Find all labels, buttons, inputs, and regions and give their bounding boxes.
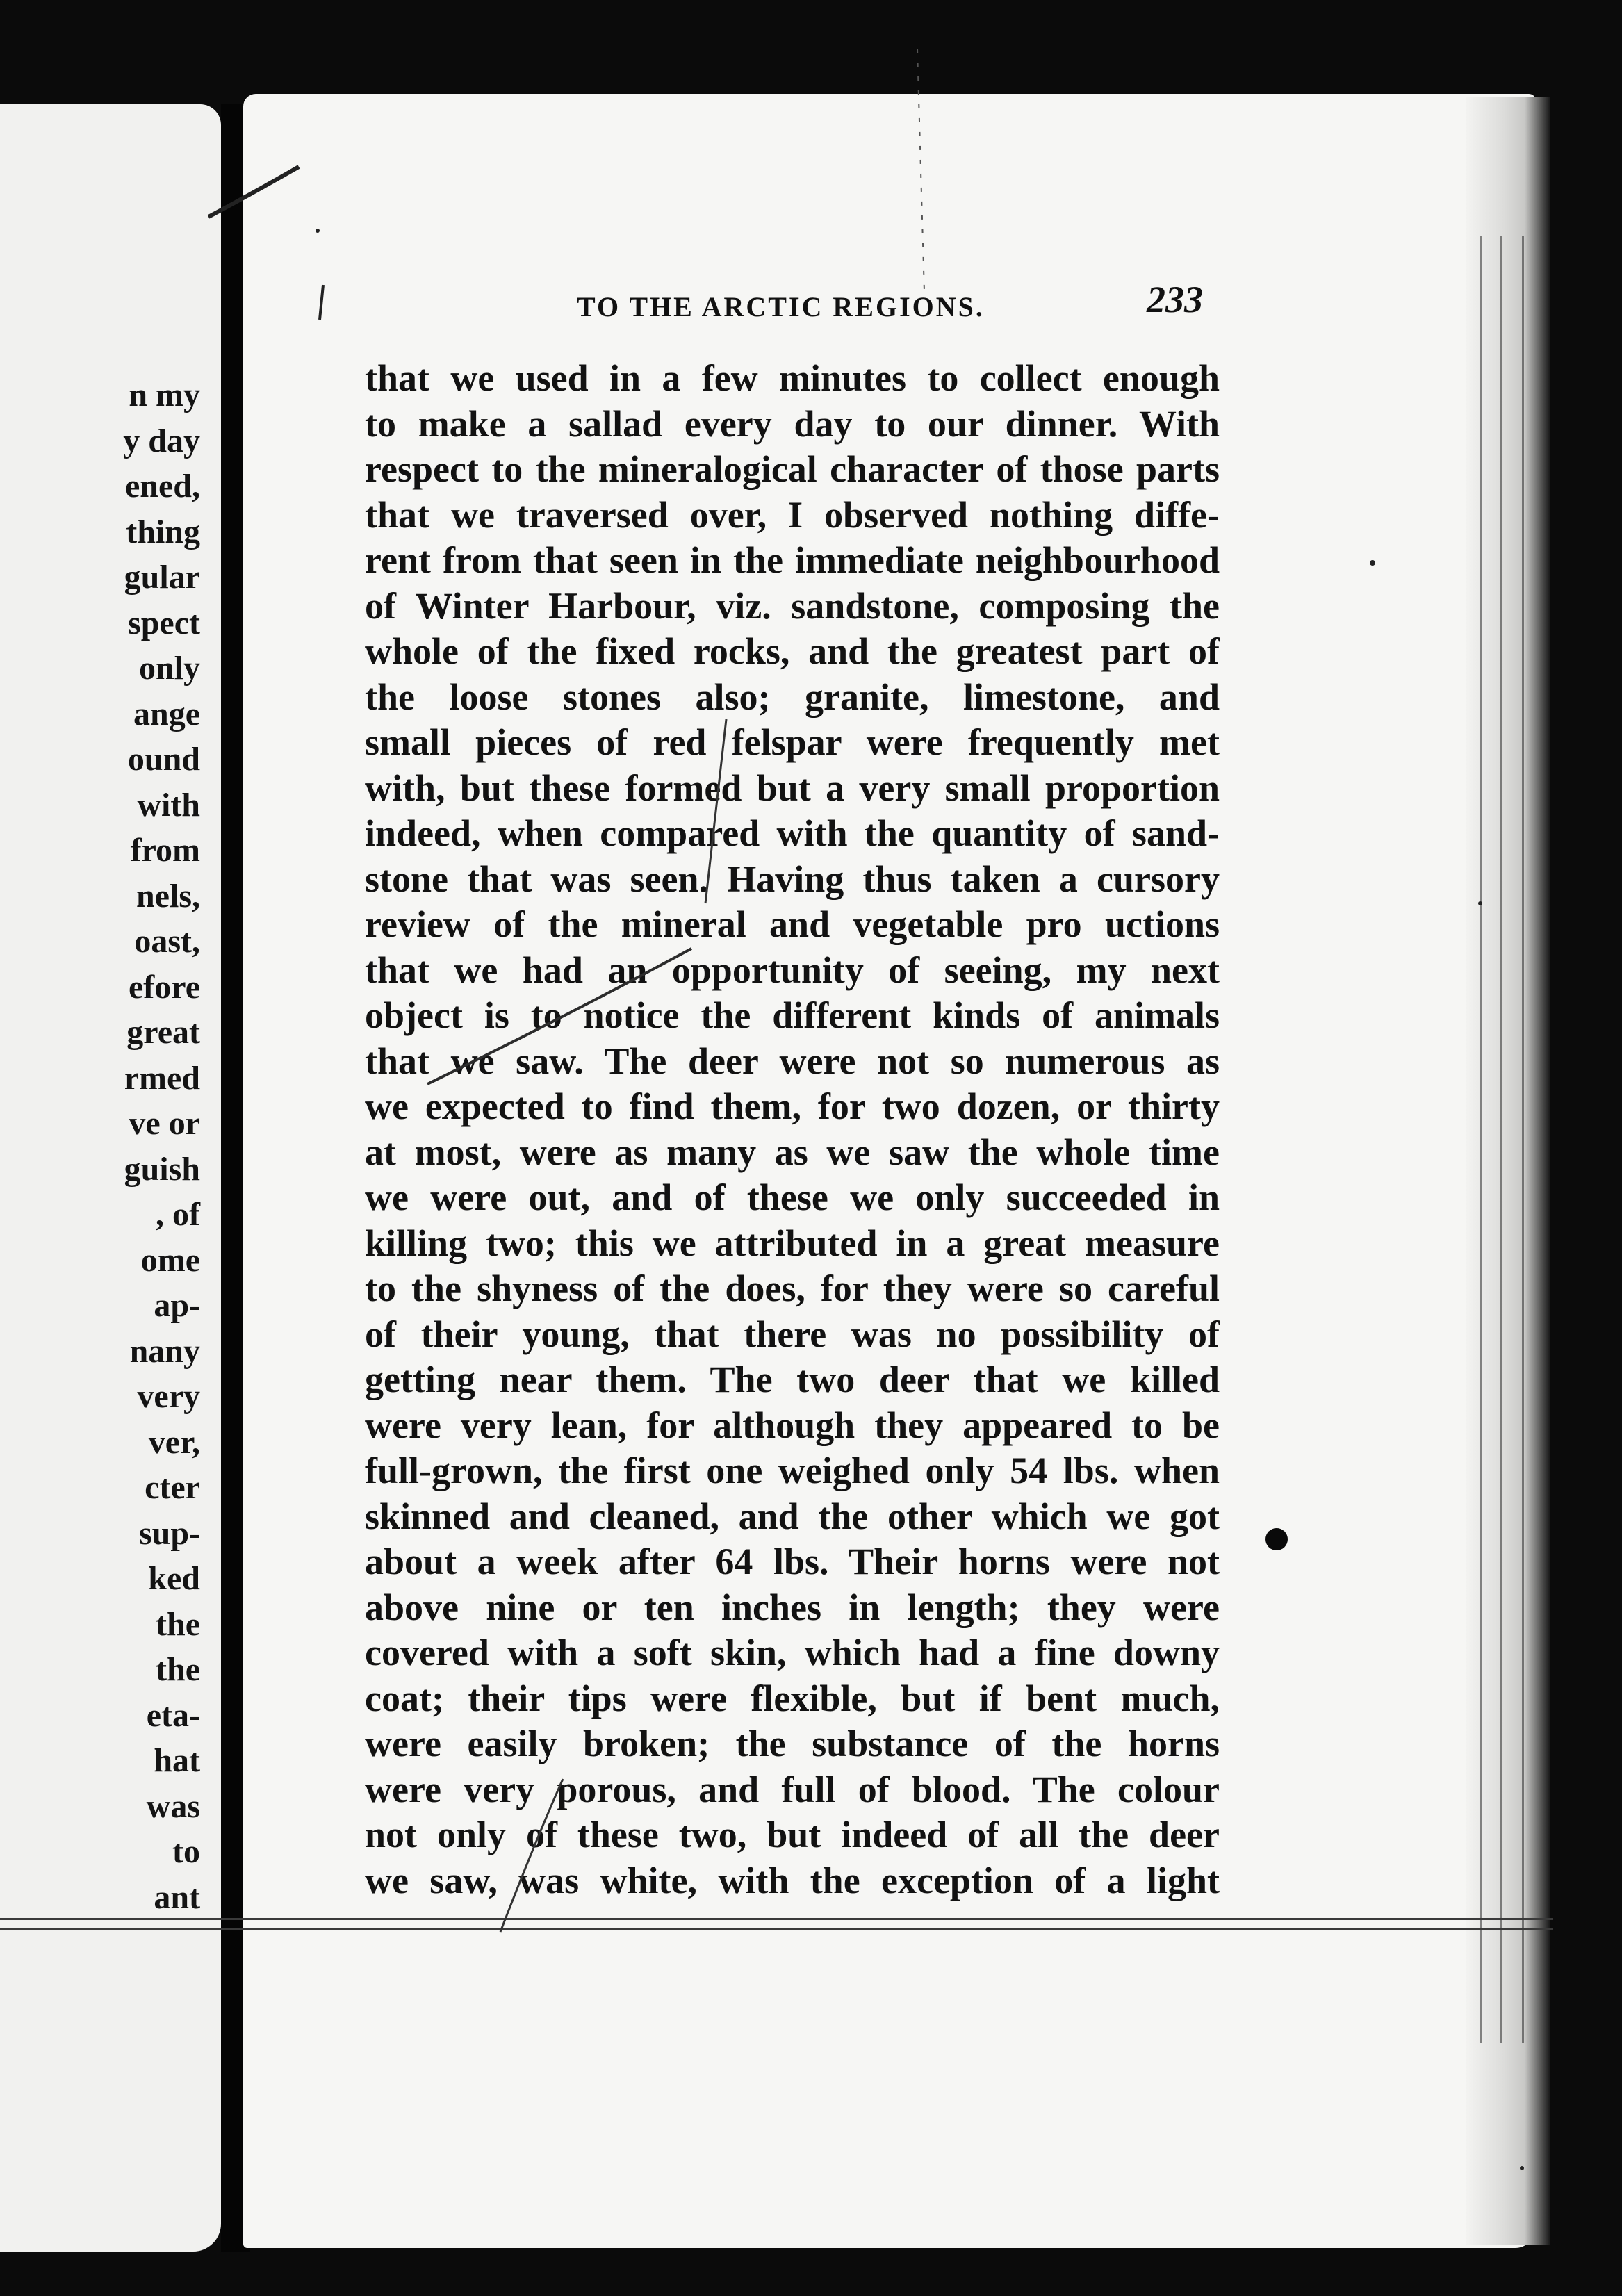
left-page-text-fragment: very (137, 1378, 200, 1415)
text-line: were very porous, and full of blood. The colour (365, 1768, 1220, 1810)
left-page-text-fragment: with (137, 786, 200, 823)
left-page-text-fragment: the (156, 1651, 200, 1688)
text-line: that we had an opportunity of seeing, my next (365, 949, 1220, 991)
running-head: TO THE ARCTIC REGIONS. (577, 291, 985, 322)
left-page-text-fragment: n my (129, 377, 200, 413)
text-line: rent from that seen in the immediate neighbourhood (365, 539, 1220, 581)
left-page-text-fragment: guish (124, 1150, 200, 1188)
page-edge-line (1480, 236, 1482, 2043)
page-edge-line (1500, 236, 1502, 2043)
text-line: that we traversed over, I observed nothing diffe- (365, 493, 1220, 536)
text-line: getting near them. The two deer that we killed (365, 1359, 1220, 1400)
left-page-text-fragment: ant (154, 1878, 200, 1916)
left-page-text-fragment: the (156, 1605, 200, 1643)
left-page-text-fragment: was (146, 1787, 200, 1825)
left-page-text-fragment: sup- (138, 1514, 200, 1552)
text-line: that we saw. The deer were not so numerous as (365, 1040, 1220, 1082)
text-line: about a week after 64 lbs. Their horns were not (365, 1541, 1220, 1582)
left-page-text-fragment: ome (140, 1241, 200, 1279)
left-page-text-fragment: cter (145, 1469, 200, 1506)
left-page-text-fragment: hat (154, 1742, 200, 1779)
text-line: we expected to find them, for two dozen, or thirty (365, 1085, 1220, 1127)
text-line: review of the mineral and vegetable pro uctions (365, 903, 1220, 945)
left-page-text-fragment: only (138, 650, 200, 687)
text-line: indeed, when compared with the quantity of sand- (365, 812, 1220, 854)
text-line: that we used in a few minutes to collect enough (365, 357, 1220, 399)
left-page-text-fragment: oast, (134, 923, 200, 960)
page-number: 233 (1147, 279, 1203, 320)
text-line: object is to notice the different kinds of animals (365, 994, 1220, 1036)
text-line: covered with a soft skin, which had a fine downy (365, 1632, 1220, 1673)
text-line: were very lean, for although they appeared to be (365, 1404, 1220, 1446)
text-line: skinned and cleaned, and the other which we got (365, 1495, 1220, 1537)
text-line: were easily broken; the substance of the horns (365, 1723, 1220, 1764)
left-page-text-fragment: rmed (124, 1059, 200, 1097)
left-page-text-fragment: ened, (125, 468, 200, 505)
text-line: we saw, was white, with the exception of a light (365, 1859, 1220, 1901)
page-edge-line (1522, 236, 1524, 2043)
left-page-text-fragment: y day (123, 422, 200, 459)
left-page-text-fragment: ange (133, 695, 200, 732)
text-line: of their young, that there was no possibility of (365, 1313, 1220, 1355)
text-line: with, but these formed but a very small proportion (365, 766, 1220, 809)
text-line: to the shyness of the does, for they were so careful (365, 1268, 1220, 1309)
left-page-text-fragment: thing (126, 513, 200, 550)
text-line: at most, were as many as we saw the whole time (365, 1131, 1220, 1173)
bottom-rule (0, 1918, 1553, 1930)
left-page-text-fragment: eta- (146, 1696, 200, 1734)
left-page-text-fragment: ve or (129, 1105, 200, 1142)
left-page-text-fragment: ked (148, 1560, 200, 1597)
text-line: we were out, and of these we only succeeded in (365, 1176, 1220, 1218)
text-line: small pieces of red felspar were frequently met (365, 721, 1220, 763)
left-page-text-fragment: nany (129, 1332, 200, 1370)
text-line: to make a sallad every day to our dinner. With (365, 402, 1220, 445)
text-line: stone that was seen. Having thus taken a cursory (365, 858, 1220, 900)
left-page-text-fragment: , of (156, 1196, 200, 1233)
left-page-text-fragment: efore (128, 968, 200, 1006)
left-page-text-fragment: great (126, 1014, 200, 1051)
text-line: full-grown, the first one weighed only 54 lbs. when (365, 1450, 1220, 1491)
text-line: coat; their tips were flexible, but if bent much, (365, 1677, 1220, 1719)
left-page-text-fragment: ound (127, 741, 200, 778)
left-page-text-fragment: ver, (148, 1423, 200, 1461)
left-page-text-fragment: to (172, 1833, 200, 1870)
text-line: of Winter Harbour, viz. sandstone, composing the (365, 584, 1220, 627)
text-line: above nine or ten inches in length; they were (365, 1586, 1220, 1628)
left-page-text-fragment: ap- (154, 1287, 200, 1324)
left-page-text-fragment: nels, (136, 877, 200, 915)
text-line: respect to the mineralogical character of those parts (365, 448, 1220, 490)
text-line: the loose stones also; granite, limestone, and (365, 675, 1220, 718)
text-line: not only of these two, but indeed of all the deer (365, 1814, 1220, 1855)
left-page-text-fragment: gular (124, 559, 200, 596)
body-text (365, 356, 1220, 1903)
text-line: whole of the fixed rocks, and the greatest part of (365, 630, 1220, 672)
text-line: killing two; this we attributed in a great measure (365, 1222, 1220, 1264)
left-page-text-fragment: spect (128, 604, 200, 641)
left-page-text-fragment: from (130, 832, 200, 869)
